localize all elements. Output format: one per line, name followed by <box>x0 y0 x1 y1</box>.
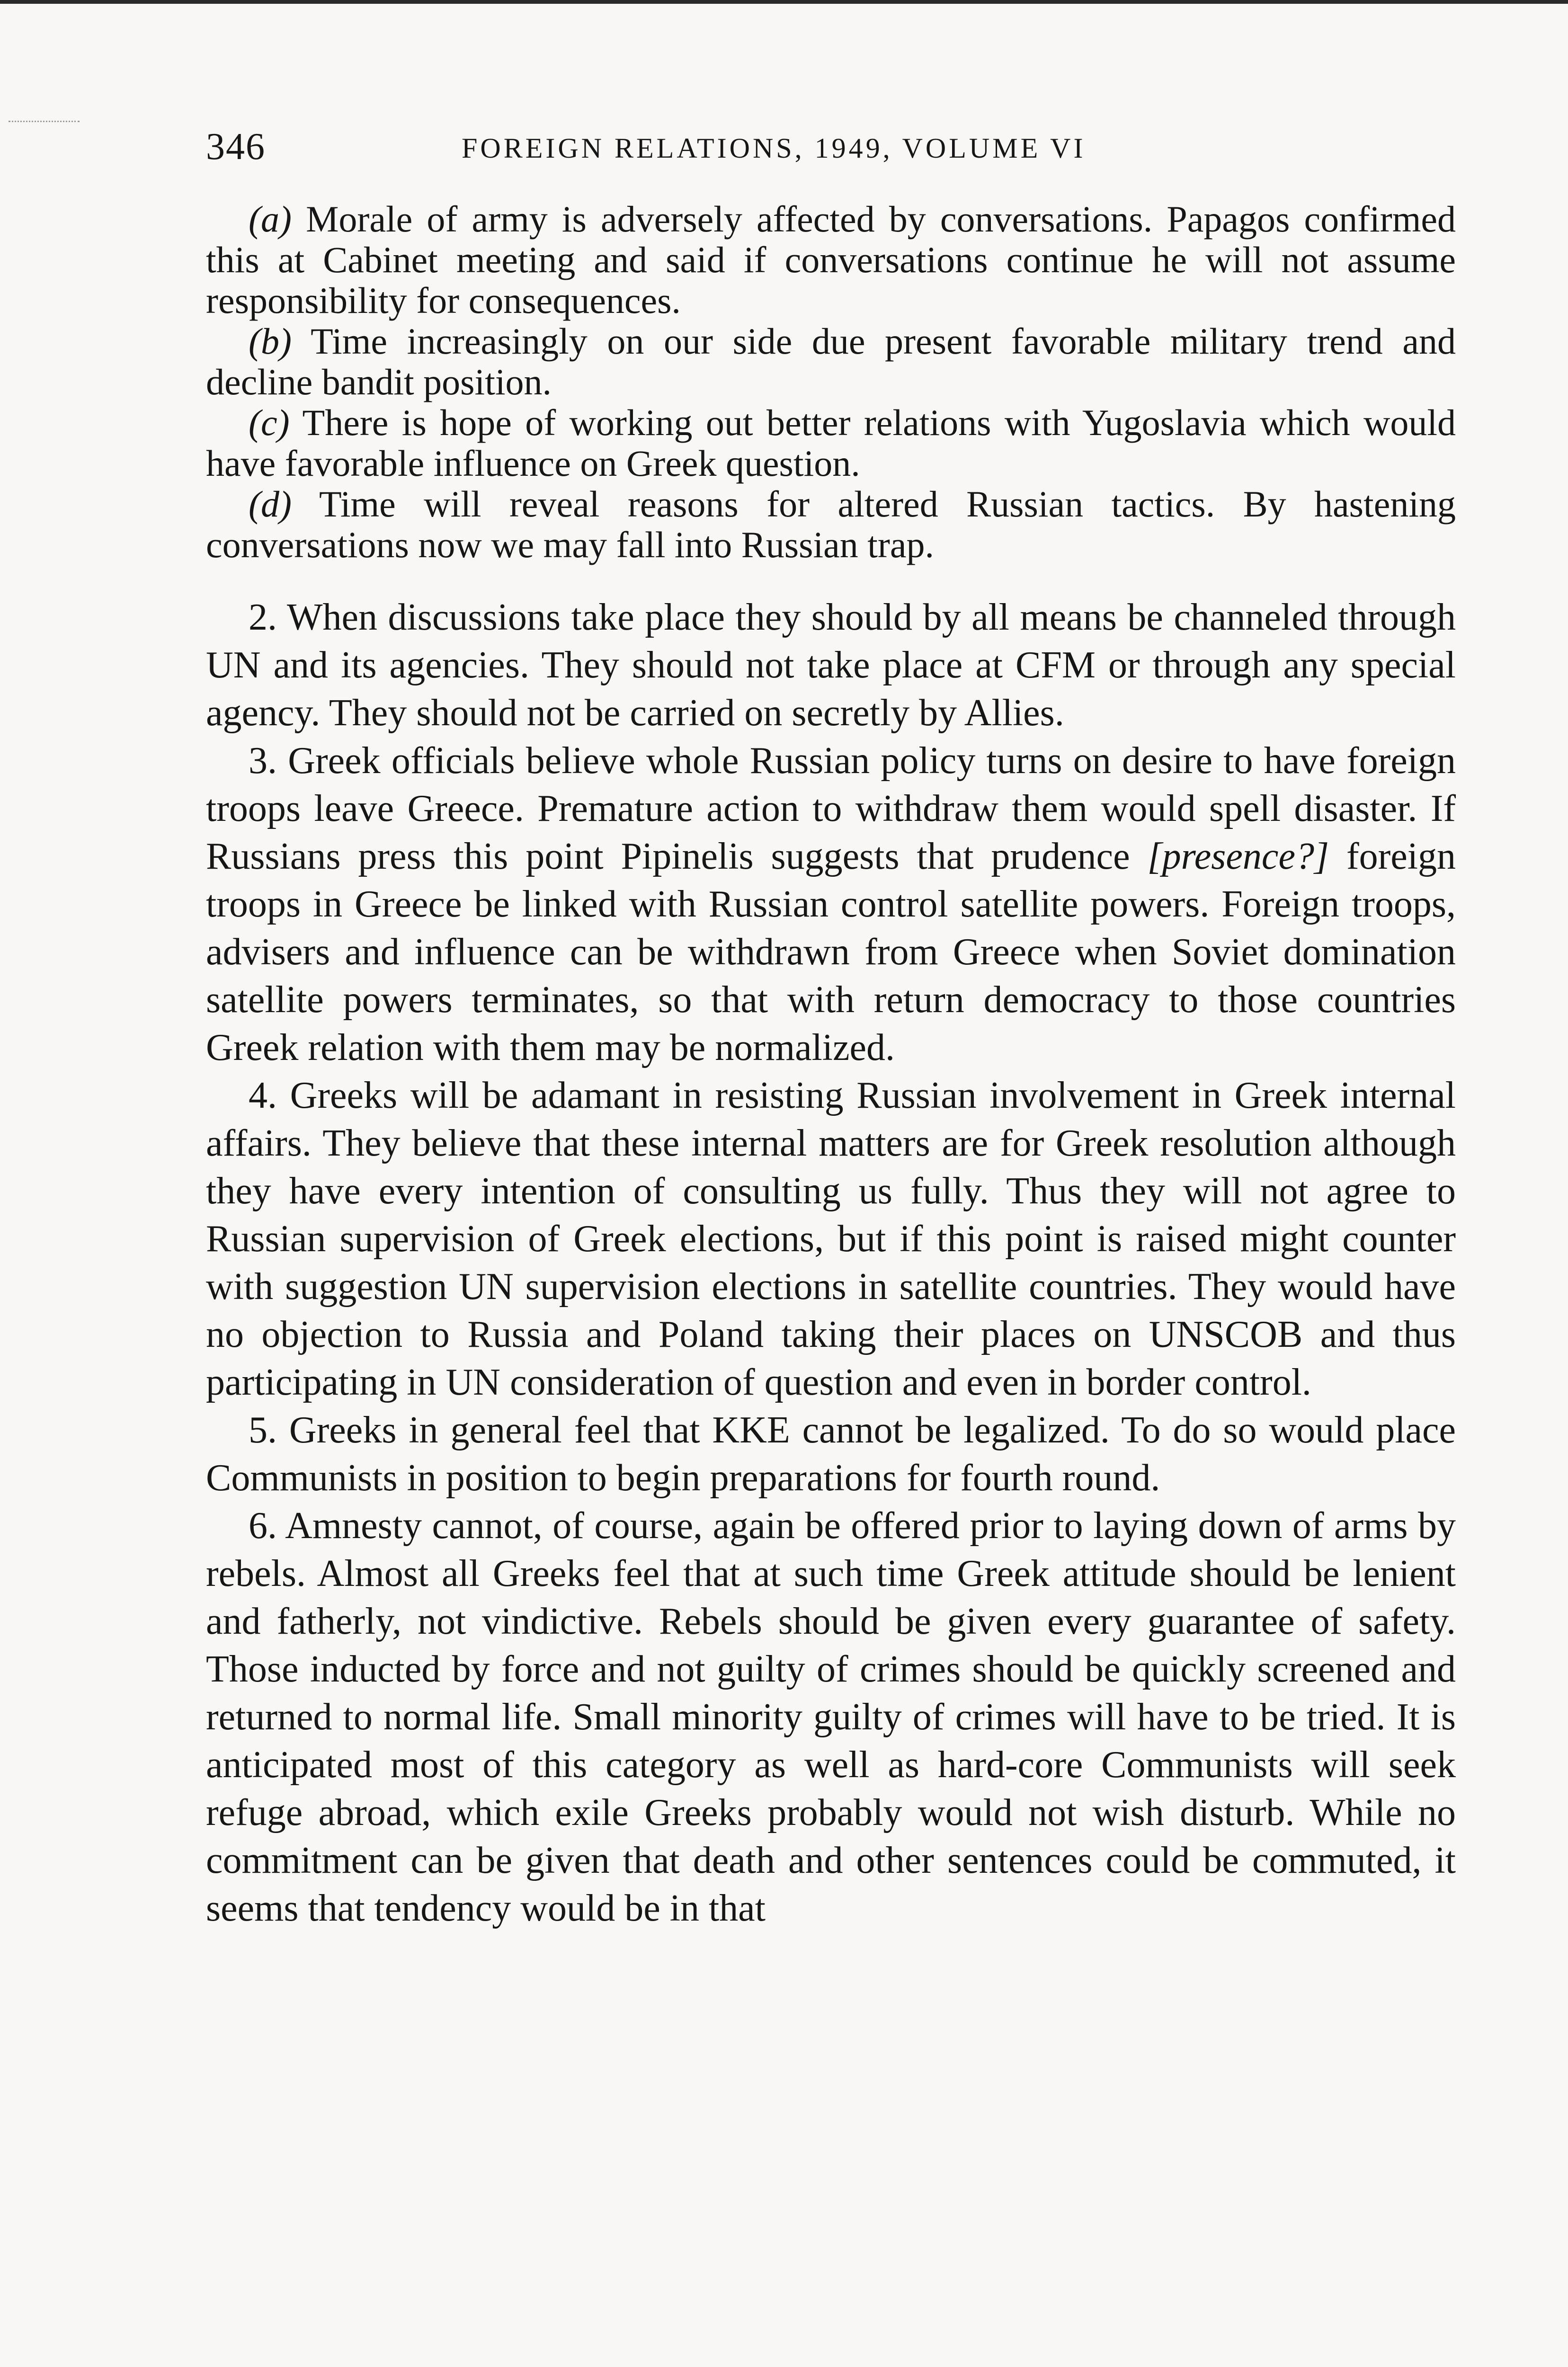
subpoint-b <box>206 321 1456 402</box>
subpoint-d <box>206 484 1456 565</box>
page-header <box>206 121 1456 178</box>
subpoint-text: Time increasingly on our side due present favorable military trend and decline bandit position. <box>206 320 1456 402</box>
paragraph-3-text-cont: foreign troops in Greece be linked with Russian control satellite powers. Foreign troops, advisers and influence can be withdrawn from Greece when Soviet domination satellite powers terminates, so that with return democracy to those countries Greek relation with them may be normalized. <box>206 836 1456 1068</box>
subpoint-label: (d) <box>249 483 292 525</box>
subpoint-c <box>206 402 1456 484</box>
page-number: 346 <box>206 126 266 168</box>
subpoint-label: (c) <box>249 402 290 443</box>
subpoint-label: (b) <box>249 320 292 362</box>
subpoint-text: There is hope of working out better relations with Yugoslavia which would have favorable influence on Greek question. <box>206 402 1456 484</box>
subpoint-list <box>206 199 1456 565</box>
body-text <box>206 199 1456 1932</box>
subpoint-a <box>206 199 1456 321</box>
subpoint-text: Time will reveal reasons for altered Russian tactics. By hastening conversations now we may fall into Russian trap. <box>206 483 1456 565</box>
running-head: FOREIGN RELATIONS, 1949, VOLUME VI <box>462 133 1086 164</box>
paragraph-4: 4. Greeks will be adamant in resisting Russian involvement in Greek internal affairs. They believe that these internal matters are for Greek resolution although they have every intention of consulting us fully. Thus they will not agree to Russian supervision of Greek elections, but if this point is raised might counter with suggestion UN supervision elections in satellite countries. They would have no objection to Russia and Poland taking their places on UNSCOB and thus participating in UN consideration of question and even in border control. <box>206 1075 1456 1403</box>
subpoint-text: Morale of army is adversely affected by conversations. Papagos confirmed this at Cabinet meeting and said if conversations continue he will not assume responsibility for consequences. <box>206 198 1456 321</box>
top-edge-rule <box>0 0 1568 4</box>
subpoint-label: (a) <box>249 198 292 240</box>
margin-mark <box>9 121 80 124</box>
paragraph-5: 5. Greeks in general feel that KKE cannot be legalized. To do so would place Communists in position to begin preparations for fourth round. <box>206 1409 1456 1499</box>
paragraph-3-text: 3. Greek officials believe whole Russian policy turns on desire to have foreign troops leave Greece. Premature action to withdraw them would spell disaster. If Russians press this point Pipinelis suggests that prudence <box>206 740 1456 877</box>
editorial-insertion: [presence?] <box>1147 836 1329 877</box>
paragraph-3 <box>206 737 1456 1072</box>
paragraph-2: 2. When discussions take place they should by all means be channeled through UN and its agencies. They should not take place at CFM or through any special agency. They should not be carried on secretly by Allies. <box>206 596 1456 734</box>
paragraph-6: 6. Amnesty cannot, of course, again be offered prior to laying down of arms by rebels. Almost all Greeks feel that at such time Greek attitude should be lenient and fatherly, not vindictive. Rebels should be given every guarantee of safety. Those inducted by force and not guilty of crimes should be quickly screened and returned to normal life. Small minority guilty of crimes will have to be tried. It is anticipated most of this category as well as hard-core Communists will seek refuge abroad, which exile Greeks probably would not wish disturb. While no commitment can be given that death and other sentences could be commuted, it seems that tendency would be in that <box>206 1505 1456 1929</box>
